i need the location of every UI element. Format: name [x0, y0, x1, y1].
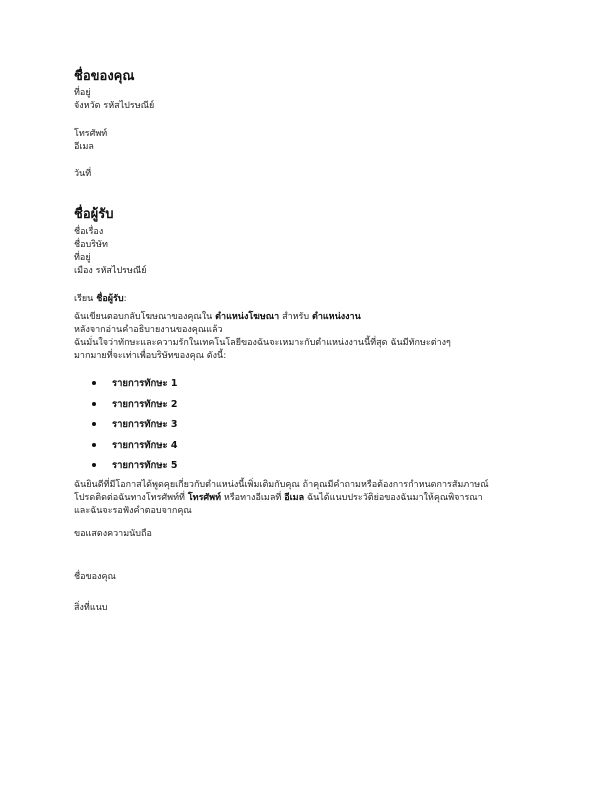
closing-line2-a: โปรดติดต่อฉันทางโทรศัพท์ที่ [74, 493, 185, 503]
sender-block [74, 68, 576, 113]
signature-name: ชื่อของคุณ [74, 572, 116, 582]
recipient-name: ชื่อผู้รับ [74, 207, 114, 222]
intro-ad-position: ตำแหน่งโฆษณา [215, 312, 280, 322]
skill-label: รายการทักษะ 2 [112, 398, 178, 410]
signoff-block [74, 528, 576, 541]
bullet-icon [92, 422, 96, 426]
sender-contact-block [74, 128, 576, 154]
signoff: ขอแสดงความนับถือ [74, 529, 152, 539]
sender-name: ชื่อของคุณ [74, 69, 135, 84]
closing-line3: และฉันจะรอฟังคำตอบจากคุณ [74, 506, 192, 516]
intro-part2: สำหรับ [282, 312, 310, 322]
skills-list [74, 377, 576, 480]
signature-block [74, 571, 576, 584]
intro-job-position: ตำแหน่งงาน [311, 312, 361, 322]
list-item [74, 418, 576, 439]
recipient-company: ชื่อบริษัท [74, 240, 108, 250]
list-item [74, 459, 576, 480]
recipient-city-zip: เมือง รหัสไปรษณีย์ [74, 266, 147, 276]
skill-label: รายการทักษะ 1 [112, 378, 178, 389]
intro-paragraph [74, 311, 576, 363]
greeting-name: ชื่อผู้รับ [96, 294, 124, 304]
intro-line2: หลังจากอ่านคำอธิบายงานของคุณแล้ว [74, 325, 223, 335]
sender-email: อีเมล [74, 142, 94, 152]
skills-list-block [74, 377, 576, 480]
closing-line1: ฉันยินดีที่มีโอกาสได้พูดคุยเกี่ยวกับตำแหน่งนี้เพิ่มเติมกับคุณ ถ้าคุณมีคำถามหรือต้องการกำหนดการสัมภาษณ์ [74, 480, 489, 490]
bullet-icon [92, 443, 96, 447]
closing-line2-b: หรือทางอีเมลที่ [223, 493, 282, 503]
recipient-title: ชื่อเรื่อง [74, 227, 104, 237]
sender-province-zip: จังหวัด รหัสไปรษณีย์ [74, 101, 155, 111]
list-item [74, 377, 576, 398]
intro-line4: มากมายที่จะเท่าเพื่อบริษัทของคุณ ดังนี้: [74, 351, 227, 361]
list-item [74, 398, 576, 419]
bullet-icon [92, 402, 96, 406]
closing-line2-c: ฉันได้แนบประวัติย่อของฉันมาให้คุณพิจารณา [307, 493, 483, 503]
recipient-block [74, 206, 576, 278]
bullet-icon [92, 381, 96, 385]
skill-label: รายการทักษะ 4 [112, 439, 178, 451]
sender-phone: โทรศัพท์ [74, 129, 108, 139]
greeting-suffix: : [123, 294, 127, 304]
sender-address: ที่อยู่ [74, 88, 91, 98]
closing-email: อีเมล [284, 493, 305, 503]
letter-date: วันที่ [74, 169, 92, 179]
skill-label: รายการทักษะ 5 [112, 460, 178, 471]
intro-line3: ฉันมั่นใจว่าทักษะและความรักในเทคโนโลยีของฉันจะเหมาะกับตำแหน่งงานนี้ที่สุด ฉันมีทักษะต่างๆ [74, 338, 451, 348]
enclosure-block [74, 602, 576, 615]
bullet-icon [92, 463, 96, 467]
closing-phone: โทรศัพท์ [187, 493, 222, 503]
date-block [74, 168, 576, 181]
enclosure: สิ่งที่แนบ [74, 603, 108, 613]
intro-part1: ฉันเขียนตอบกลับโฆษณาของคุณใน [74, 312, 213, 322]
greeting-prefix: เรียน [74, 294, 94, 304]
recipient-address: ที่อยู่ [74, 253, 91, 263]
skill-label: รายการทักษะ 3 [112, 419, 178, 430]
closing-paragraph [74, 479, 576, 518]
greeting [74, 293, 576, 306]
list-item [74, 439, 576, 460]
